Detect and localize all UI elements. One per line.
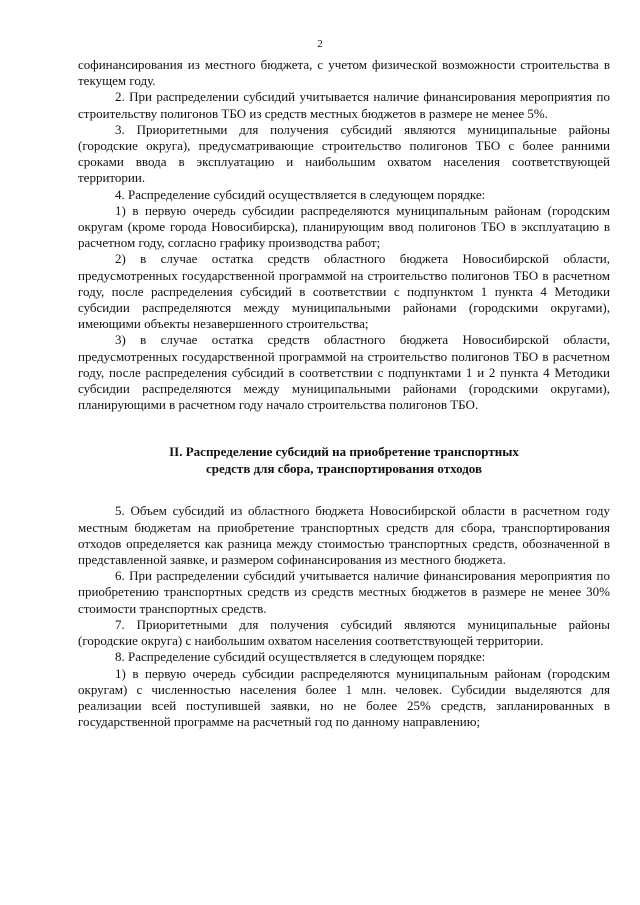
paragraph: 5. Объем субсидий из областного бюджета Новосибирской области в расчетном году местным бюджетам на приобретение транспортных средств для сбора, транспортирования отходов определяется как разница между стоимостью транспортных средств, обозначенной в представленной заявке, и размером софинансирования из местного бюджета. (78, 503, 610, 568)
paragraph: 2) в случае остатка средств областного бюджета Новосибирской области, предусмотренных государственной программой на строительство полигонов ТБО в расчетном году, после распределения субсидий в соответствии с подпунктом 1 пункта 4 Методики субсидии распределяются между муниципальными районами (городскими округами), имеющими объекты незавершенного строительства; (78, 251, 610, 332)
paragraph: 1) в первую очередь субсидии распределяются муниципальным районам (городским округам) с численностью населения более 1 млн. человек. Субсидии выделяются для реализации всей поступившей заявки, но не более 25% средств, запланированных в государственной программе на расчетный год по данному направлению; (78, 665, 610, 730)
paragraph: 4. Распределение субсидий осуществляется в следующем порядке: (115, 186, 486, 202)
paragraph: 3. Приоритетными для получения субсидий являются муниципальные районы (городские округа), предусматривающие строительство полигонов ТБО с более ранними сроками ввода в эксплуатацию и наибольшим охватом населения соответствующей территории. (78, 121, 610, 186)
paragraph: 3) в случае остатка средств областного бюджета Новосибирской области, предусмотренных государственной программой на строительство полигонов ТБО в расчетном году, после распределения субсидий в соответствии с подпунктами 1 и 2 пункта 4 Методики субсидии распределяются между муниципальными районами (городскими округами), планирующими в расчетном году начало строительства полигонов ТБО. (78, 332, 610, 413)
section-title (78, 443, 610, 477)
section-title-line-2: средств для сбора, транспортирования отходов (205, 461, 482, 477)
paragraph: 1) в первую очередь субсидии распределяются муниципальным районам (городским округам (кроме города Новосибирска), планирующим ввод полигонов ТБО в эксплуатацию в расчетном году, согласно графику производства работ; (78, 202, 610, 251)
section-ii-paragraphs (78, 503, 610, 730)
paragraph: 7. Приоритетными для получения субсидий являются муниципальные районы (городские округа) с наибольшим охватом населения соответствующей территории. (78, 616, 610, 649)
document-body (78, 57, 610, 730)
paragraph: 2. При распределении субсидий учитывается наличие финансирования мероприятия по строительству полигонов ТБО из средств местных бюджетов в размере не менее 5%. (78, 89, 610, 121)
section-title-line-1: II. Распределение субсидий на приобретение транспортных (169, 444, 519, 460)
paragraph: 6. При распределении субсидий учитывается наличие финансирования мероприятия по приобретению транспортных средств из средств местных бюджетов в размере не менее 30% стоимости транспортных средств. (78, 568, 610, 616)
page-number: 2 (317, 38, 323, 50)
paragraph: софинансирования из местного бюджета, с учетом физической возможности строительства в текущем году. (78, 57, 610, 89)
section-i-paragraphs (78, 57, 610, 413)
paragraph: 8. Распределение субсидий осуществляется в следующем порядке: (115, 649, 486, 665)
